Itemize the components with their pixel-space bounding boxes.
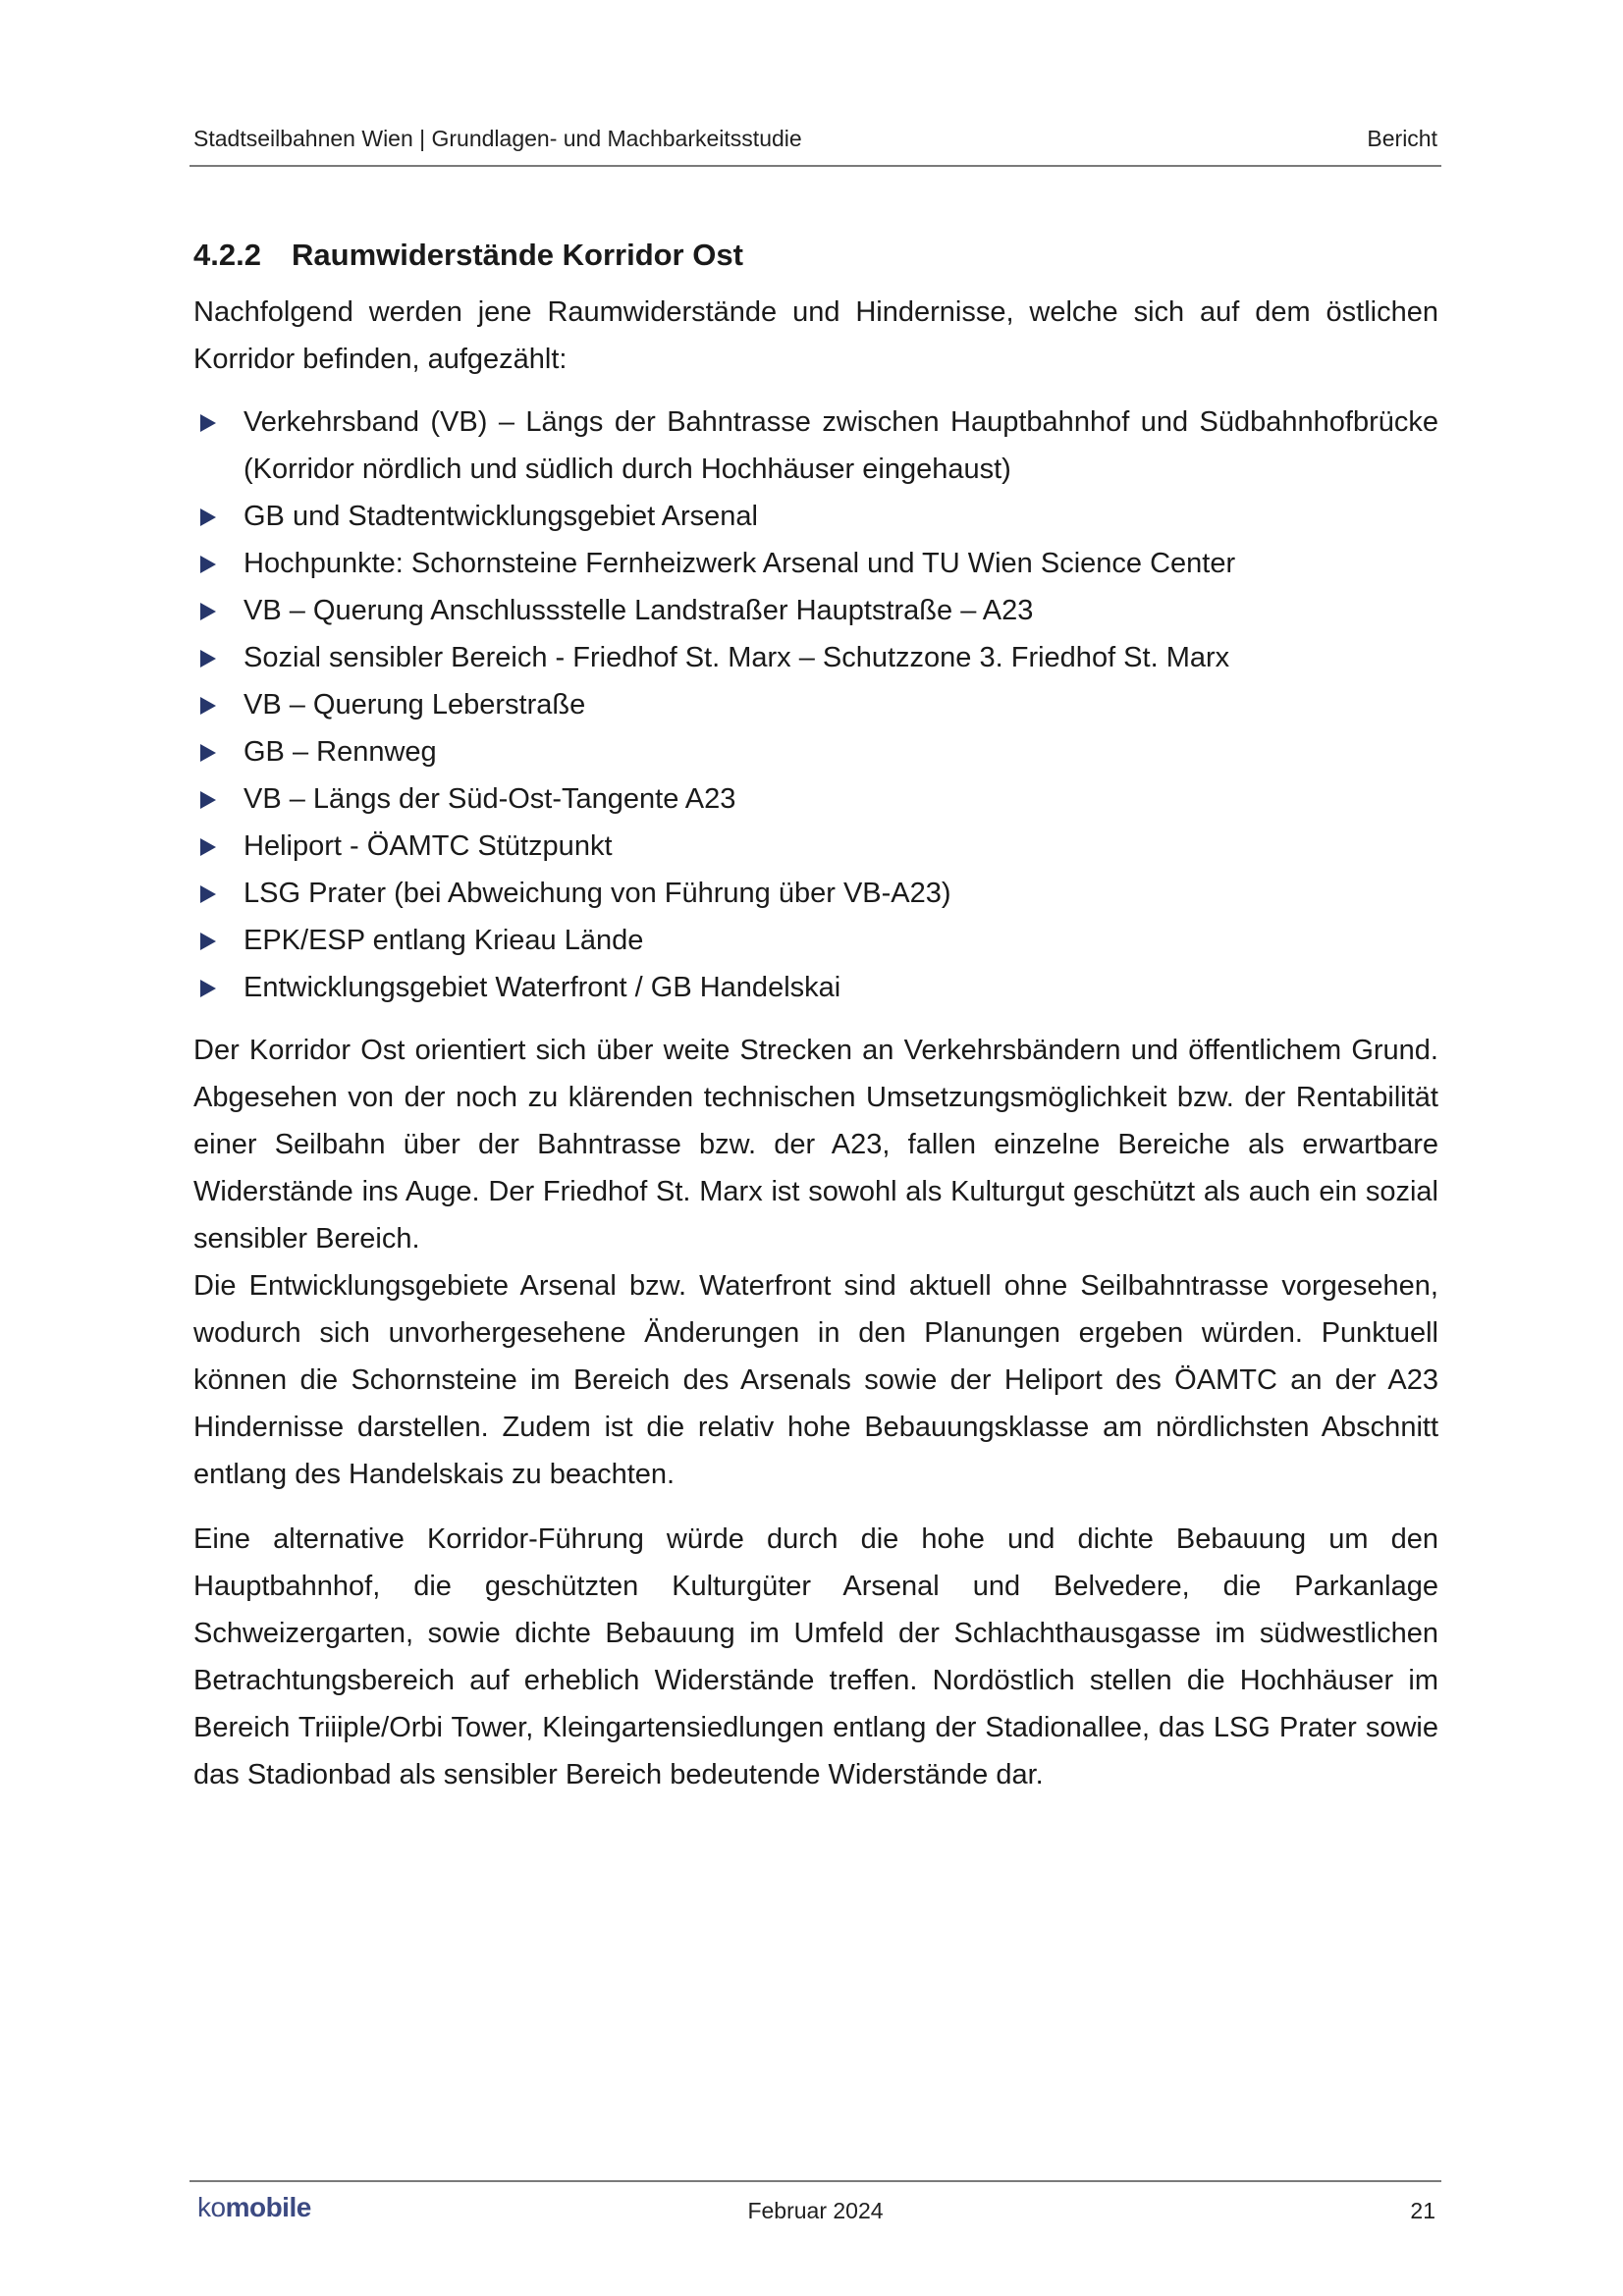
list-item: Entwicklungsgebiet Waterfront / GB Handelskai: [193, 964, 1438, 1011]
list-item: Sozial sensibler Bereich - Friedhof St. Marx – Schutzzone 3. Friedhof St. Marx: [193, 634, 1438, 681]
list-item: Verkehrsband (VB) – Längs der Bahntrasse zwischen Hauptbahnhof und Südbahnhofbrücke (Korridor nördlich und südlich durch Hochhäuser eingehaust): [193, 399, 1438, 493]
triangle-bullet-icon: [200, 838, 216, 856]
list-item: GB – Rennweg: [193, 728, 1438, 775]
komobile-logo: komobile: [197, 2192, 311, 2222]
list-item: Hochpunkte: Schornsteine Fernheizwerk Arsenal und TU Wien Science Center: [193, 540, 1438, 587]
triangle-bullet-icon: [200, 933, 216, 950]
body-paragraph: Der Korridor Ost orientiert sich über weite Strecken an Verkehrsbändern und öffentlichem Grund. Abgesehen von der noch zu klärenden technischen Umsetzungsmöglichkeit bzw. der Rentabilität einer Seilbahn über der Bahntrasse bzw. der A23, fallen einzelne Bereiche als erwartbare Widerstände ins Auge. Der Friedhof St. Marx ist sowohl als Kulturgut geschützt als auch ein sozial sensibler Bereich.: [193, 1035, 1438, 1255]
list-item: Heliport - ÖAMTC Stützpunkt: [193, 823, 1438, 870]
triangle-bullet-icon: [200, 744, 216, 762]
footer-date: Februar 2024: [747, 2198, 884, 2223]
page-number: 21: [1410, 2198, 1435, 2223]
list-item: VB – Querung Anschlussstelle Landstraßer Hauptstraße – A23: [193, 587, 1438, 634]
page-footer: [189, 2180, 1441, 2231]
page-header: [189, 122, 1441, 167]
triangle-bullet-icon: [200, 885, 216, 903]
list-item: GB und Stadtentwicklungsgebiet Arsenal: [193, 493, 1438, 540]
triangle-bullet-icon: [200, 414, 216, 432]
list-item: VB – Querung Leberstraße: [193, 681, 1438, 728]
list-item: VB – Längs der Süd-Ost-Tangente A23: [193, 775, 1438, 823]
body-paragraph: Die Entwicklungsgebiete Arsenal bzw. Waterfront sind aktuell ohne Seilbahntrasse vorgesehen, wodurch sich unvorhergesehene Änderungen in den Planungen ergeben würden. Punktuell können die Schornsteine im Bereich des Arsenals sowie der Heliport des ÖAMTC an der A23 Hindernisse darstellen. Zudem ist die relativ hohe Bebauungsklasse am nördlichsten Abschnitt entlang des Handelskais zu beachten.: [193, 1270, 1438, 1490]
triangle-bullet-icon: [200, 650, 216, 667]
triangle-bullet-icon: [200, 791, 216, 809]
main-content: [193, 232, 1438, 1798]
triangle-bullet-icon: [200, 508, 216, 526]
triangle-bullet-icon: [200, 603, 216, 620]
section-title: Raumwiderstände Korridor Ost: [292, 238, 743, 272]
intro-paragraph: Nachfolgend werden jene Raumwiderstände und Hindernisse, welche sich auf dem östlichen Korridor befinden, aufgezählt:: [193, 296, 1438, 375]
header-document-type: Bericht: [1367, 126, 1437, 151]
list-item: EPK/ESP entlang Krieau Lände: [193, 917, 1438, 964]
triangle-bullet-icon: [200, 980, 216, 997]
section-number: 4.2.2: [193, 238, 261, 272]
header-document-title: Stadtseilbahnen Wien | Grundlagen- und Machbarkeitsstudie: [193, 126, 802, 151]
triangle-bullet-icon: [200, 556, 216, 573]
section-heading: [193, 232, 1438, 279]
body-paragraph: Eine alternative Korridor-Führung würde durch die hohe und dichte Bebauung um den Hauptbahnhof, die geschützten Kulturgüter Arsenal und Belvedere, die Parkanlage Schweizergarten, sowie dichte Bebauung im Umfeld der Schlachthausgasse im südwestlichen Betrachtungsbereich auf erheblich Widerstände treffen. Nordöstlich stellen die Hochhäuser im Bereich Triiiple/Orbi Tower, Kleingartensiedlungen entlang der Stadionallee, das LSG Prater sowie das Stadionbad als sensibler Bereich bedeutende Widerstände dar.: [193, 1523, 1438, 1790]
list-item: LSG Prater (bei Abweichung von Führung über VB-A23): [193, 870, 1438, 917]
triangle-bullet-icon: [200, 697, 216, 715]
obstacle-list: [193, 399, 1438, 1011]
